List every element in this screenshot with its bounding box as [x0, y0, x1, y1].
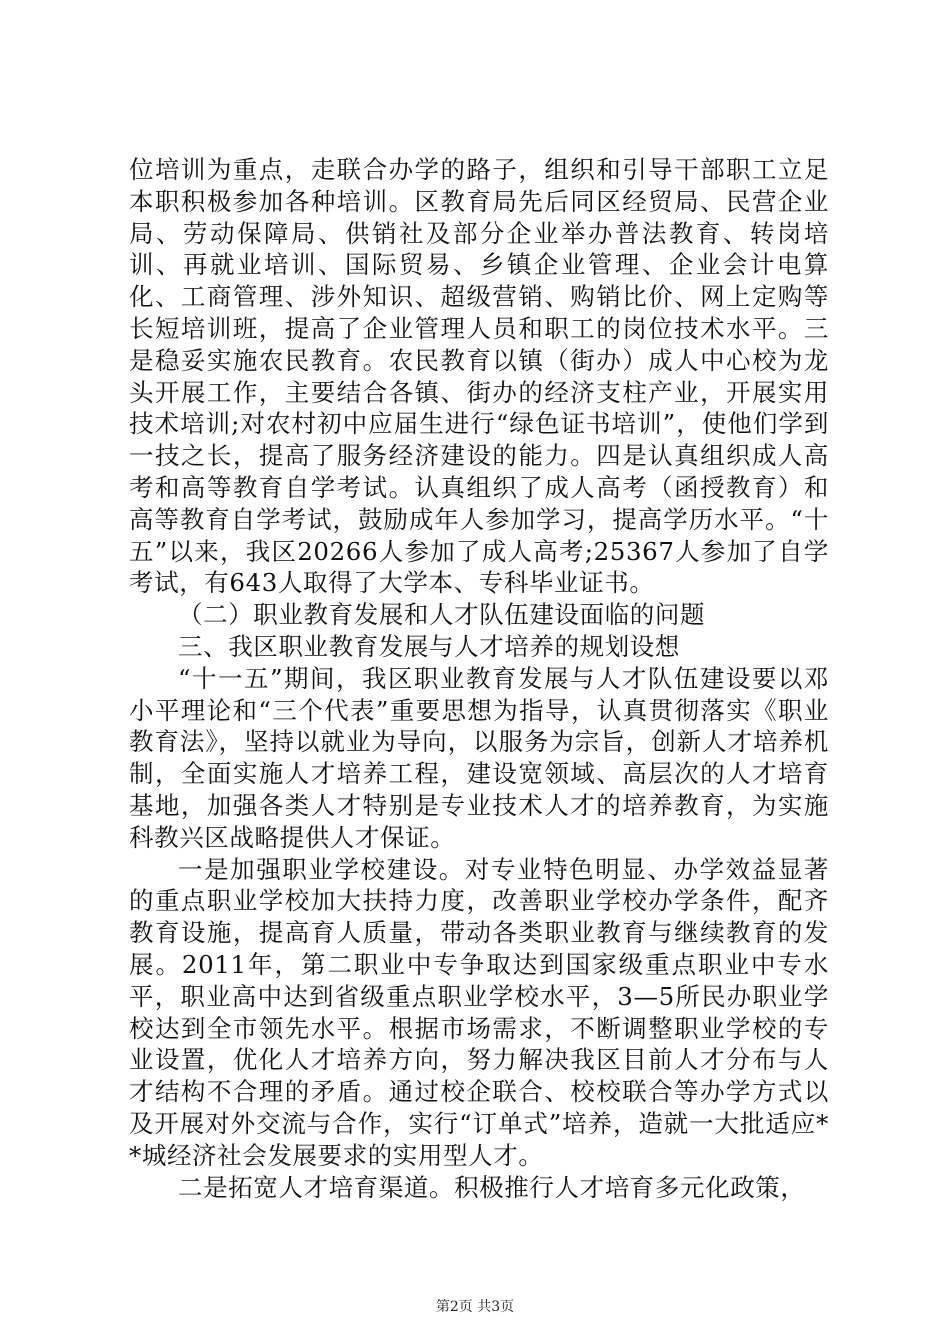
page-number-footer: 第2页 共3页 — [435, 1299, 515, 1315]
section-heading-problems: （二）职业教育发展和人才队伍建设面临的问题 — [178, 600, 706, 630]
paragraph-school-construction: 一是加强职业学校建设。对专业特色明显、办学效益显著的重点职业学校加大扶持力度，改善职业学校办学条件，配齐教育设施，提高育人质量，带动各类职业教育与继续教育的发展。2011年，第二职业中专争取达到国家级重点职业中专水平，职业高中达到省级重点职业学校水平，3—5所民办职业学校达到全市领先水平。根据市场需求，不断调整职业学校的专业设置，优化人才培养方向，努力解决我区目前人才分布与人才结构不合理的矛盾。通过校企联合、校校联合等办学方式以及开展对外交流与合作，实行“订单式”培养，造就一大批适应**城经济社会发展要求的实用型人才。 — [129, 854, 829, 1170]
paragraph-guiding-principle: “十一五”期间，我区职业教育发展与人才队伍建设要以邓小平理论和“三个代表”重要思想为指导，认真贯彻落实《职业教育法》，坚持以就业为导向，以服务为宗旨，创新人才培养机制，全面实施人才培养工程，建设宽领域、高层次的人才培育基地，加强各类人才特别是专业技术人才的培养教育，为实施科教兴区战略提供人才保证。 — [129, 663, 829, 852]
paragraph-continuation: 位培训为重点，走联合办学的路子，组织和引导干部职工立足本职积极参加各种培训。区教育局先后同区经贸局、民营企业局、劳动保障局、供销社及部分企业举办普法教育、转岗培训、再就业培训、国际贸易、乡镇企业管理、企业会计电算化、工商管理、涉外知识、超级营销、购销比价、网上定购等长短培训班，提高了企业管理人员和职工的岗位技术水平。三是稳妥实施农民教育。农民教育以镇（街办）成人中心校为龙头开展工作，主要结合各镇、街办的经济支柱产业，开展实用技术培训;对农村初中应届生进行“绿色证书培训”，使他们学到一技之长，提高了服务经济建设的能力。四是认真组织成人高考和高等教育自学考试。认真组织了成人高考（函授教育）和高等教育自学考试，鼓励成年人参加学习，提高学历水平。“十五”以来，我区20266人参加了成人高考;25367人参加了自学考试，有643人取得了大学本、专科毕业证书。 — [129, 155, 829, 598]
section-heading-plan: 三、我区职业教育发展与人才培养的规划设想 — [178, 631, 680, 661]
document-body — [129, 154, 829, 1203]
paragraph-talent-channels: 二是拓宽人才培育渠道。积极推行人才培育多元化政策， — [178, 1172, 806, 1202]
